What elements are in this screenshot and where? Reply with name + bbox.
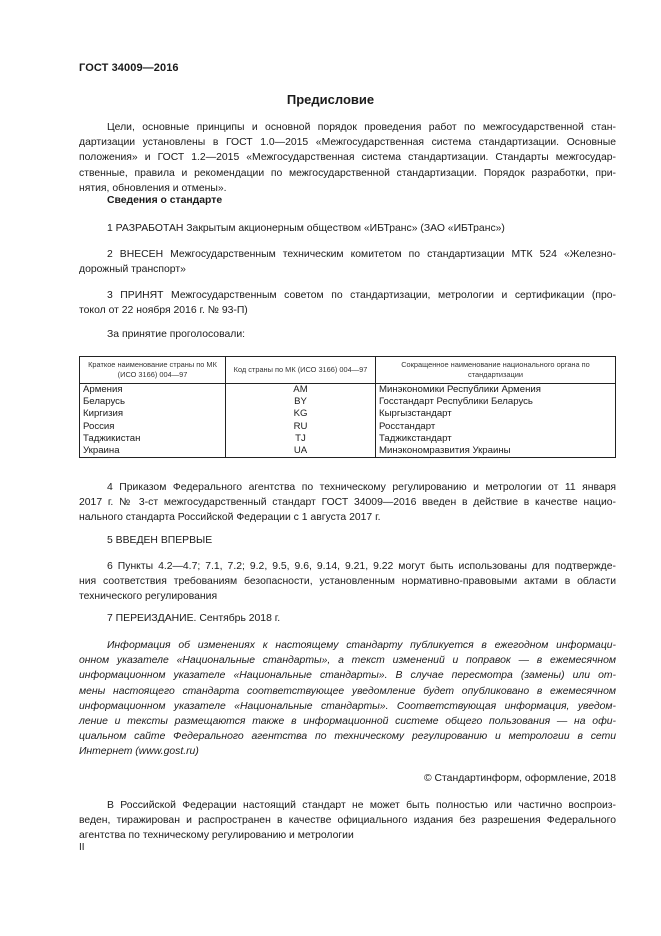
text-line: нального стандарта Российской Федерации с 1 августа 2017 г. [79,512,381,524]
table-header-body: Сокращенное наименование национального органа по стандартизации [376,357,616,384]
text-line: циальном сайте Федерального агентства по техническому регулированию и метрологии в сети [79,731,616,743]
text-line: мены настоящего стандарта соответствующее уведомление будет опубликовано в ежемесячном [79,685,616,697]
countries-table [79,356,616,458]
text-line: дартизации установлены в ГОСТ 1.0—2015 «Межгосударственная система стандартизации. Основные [79,137,616,149]
text-line: онном указателе «Национальные стандарты», а текст изменений и поправок — в ежемесячном [79,655,616,667]
text-line: 2017 г. № 3-ст межгосударственный стандарт ГОСТ 34009—2016 введен в действие в качестве нацио- [79,497,616,509]
text-line: информационном указателе «Национальные стандарты». Соответствующая информация, уведом- [79,700,616,712]
item-6 [79,559,616,605]
code-cell: KG [226,408,376,420]
table-row [80,396,616,408]
text-line: ление и тексты размещаются также в информационной системе общего пользования — на офи- [79,716,616,728]
text-line: ния соответствия требованиям безопасности, установленным нормативно-правовыми актами в области [79,576,616,588]
country-cell: Россия [80,421,226,433]
item-3 [79,288,616,318]
code-cell: RU [226,421,376,433]
code-cell: BY [226,396,376,408]
code-cell: UA [226,445,376,458]
table-row [80,421,616,433]
country-cell: Украина [80,445,226,458]
section-heading: Сведения о стандарте [107,195,223,206]
body-cell: Минэкономики Республики Армения [376,384,616,397]
body-cell: Росстандарт [376,421,616,433]
table-header-country: Краткое наименование страны по МК (ИСО 3166) 004—97 [80,357,226,384]
country-cell: Армения [80,384,226,397]
text-line: ственные, правила и рекомендации по межгосударственной стандартизации. Порядок разработки, при- [79,167,616,179]
table-row [80,408,616,420]
body-cell: Госстандарт Республики Беларусь [376,396,616,408]
info-paragraph [79,638,616,760]
item-7: 7 ПЕРЕИЗДАНИЕ. Сентябрь 2018 г. [107,613,281,624]
voted-label: За принятие проголосовали: [107,329,246,340]
body-cell: Таджикстандарт [376,433,616,445]
text-line: информационном указателе «Национальные стандарты». В случае пересмотра (замены) или от- [79,670,616,682]
table-row [80,384,616,397]
text-line: 2 ВНЕСЕН Межгосударственным техническим комитетом по стандартизации МТК 524 «Железно- [107,249,616,260]
text-line: Информация об изменениях к настоящему стандарту публикуется в ежегодном информаци- [107,640,616,651]
text-line: веден, тиражирован и распространен в качестве официального издания без разрешения Федерального [79,815,616,827]
page-title: Предисловие [286,92,375,107]
text-line: 3 ПРИНЯТ Межгосударственным советом по стандартизации, метрологии и сертификации (про- [107,290,616,301]
item-4 [79,480,616,526]
item-5: 5 ВВЕДЕН ВПЕРВЫЕ [107,535,213,546]
country-cell: Таджикистан [80,433,226,445]
body-cell: Кыргызстандарт [376,408,616,420]
text-line: 6 Пункты 4.2—4.7; 7.1, 7.2; 9.2, 9.5, 9.6, 9.14, 9.21, 9.22 могут быть использованы для подтвержде- [107,561,616,572]
text-line: 4 Приказом Федерального агентства по техническому регулированию и метрологии от 11 января [107,482,616,493]
table-header-row [80,357,616,384]
page-number: II [79,842,85,853]
table-row [80,445,616,458]
text-line: токол от 22 ноября 2016 г. № 93-П) [79,305,248,317]
text-line: агентства по техническому регулированию и метрологии [79,830,354,842]
table-row [80,433,616,445]
text-line: В Российской Федерации настоящий стандарт не может быть полностью или частично воспроиз- [107,800,616,811]
text-line: положения» и ГОСТ 1.2—2015 «Межгосударственная система стандартизации. Стандарты межгосудар- [79,152,616,164]
country-cell: Киргизия [80,408,226,420]
copyright: © Стандартинформ, оформление, 2018 [423,773,616,784]
item-1: 1 РАЗРАБОТАН Закрытым акционерным обществом «ИБТранс» (ЗАО «ИБТранс») [107,223,505,234]
text-line: дорожный транспорт» [79,264,186,276]
text-line: Цели, основные принципы и основной порядок проведения работ по межгосударственной стан- [107,122,616,133]
text-line: Интернет (www.gost.ru) [79,746,199,758]
body-cell: Минэкономразвития Украины [376,445,616,458]
text-line: технического регулирования [79,591,218,603]
text-line: нятия, обновления и отмены». [79,182,227,194]
code-cell: AM [226,384,376,397]
standard-code-header: ГОСТ 34009—2016 [79,62,179,74]
final-paragraph [79,798,616,844]
intro-paragraph [79,120,616,196]
country-cell: Беларусь [80,396,226,408]
item-2 [79,247,616,277]
table-header-code: Код страны по МК (ИСО 3166) 004—97 [226,357,376,384]
code-cell: TJ [226,433,376,445]
